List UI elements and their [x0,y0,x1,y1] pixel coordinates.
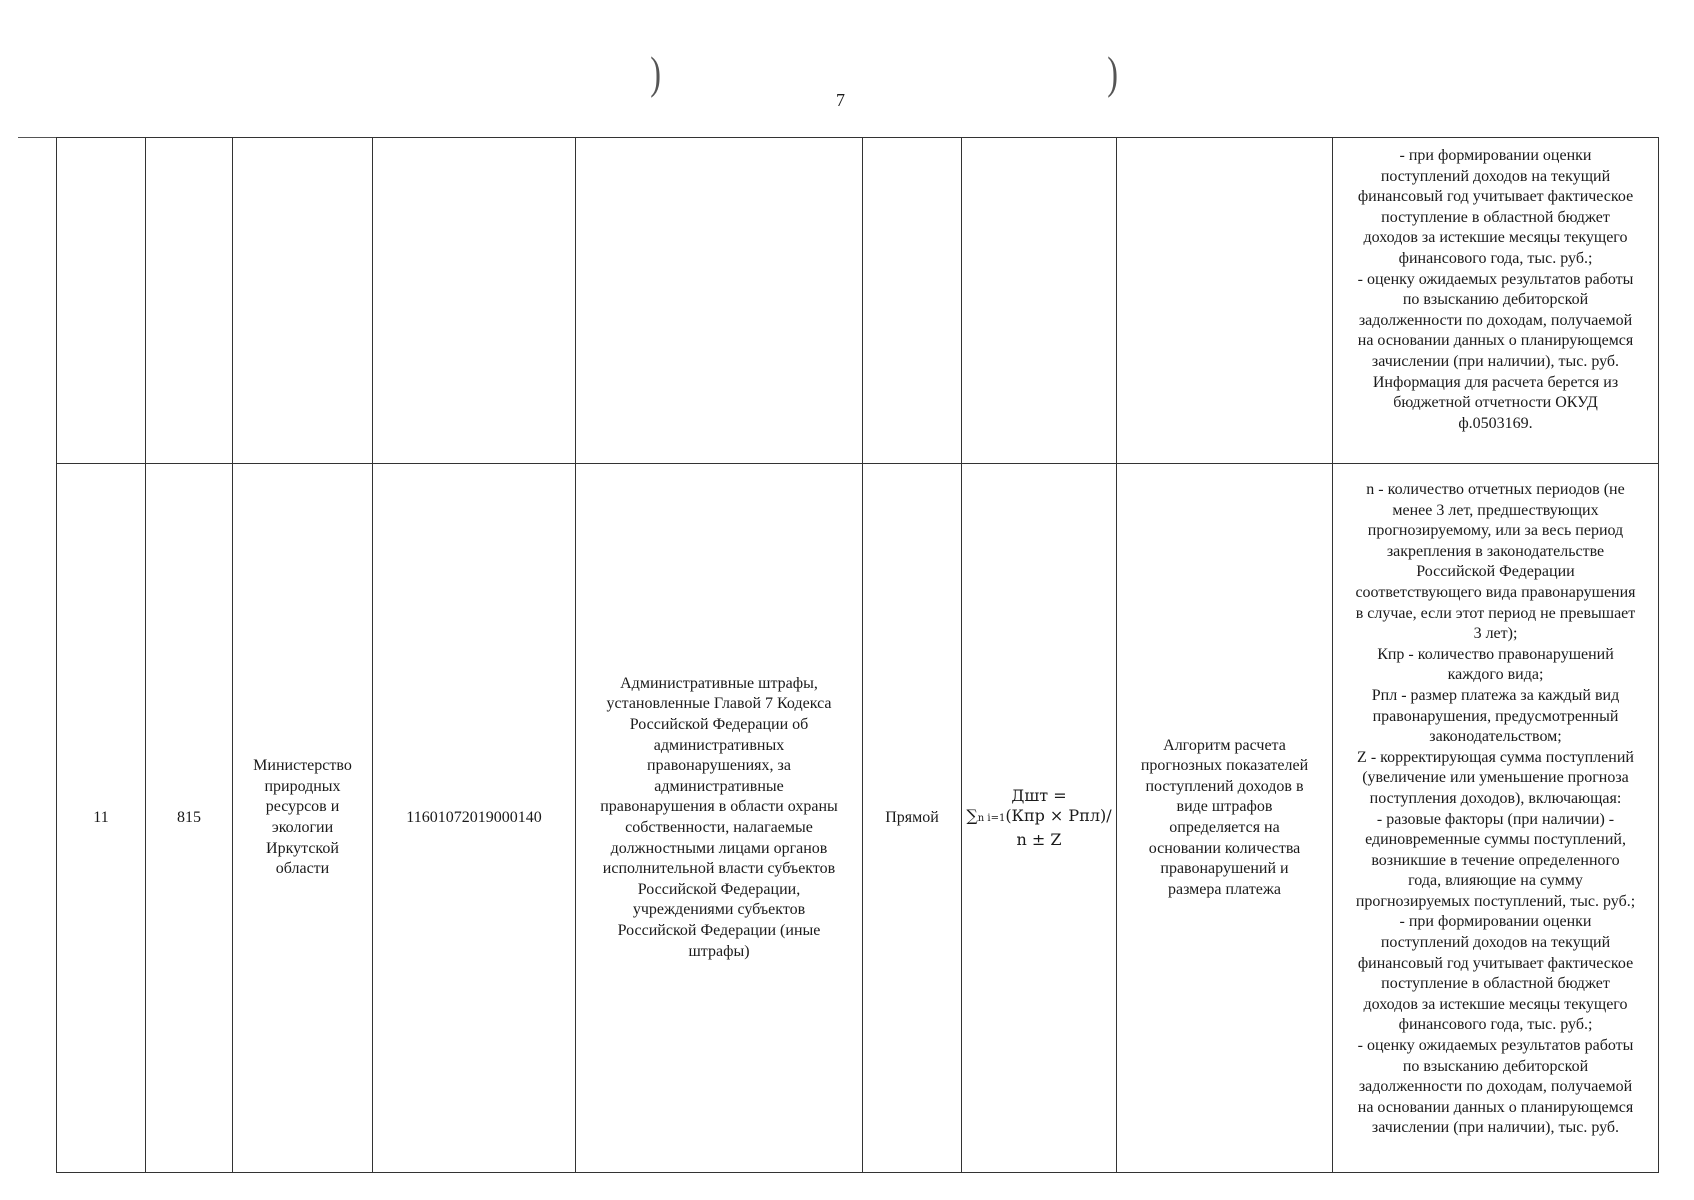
scan-bracket-mark: ) [1107,47,1119,98]
text-line: Информация для расчета берется из [1372,373,1619,391]
text-line: правонарушений и [1160,860,1289,878]
text-line: Алгоритм расчета [1163,736,1286,754]
text-line: финансовый год учитывает фактическое [1357,188,1634,206]
text-line: виде штрафов [1176,798,1273,816]
text-line: Российской Федерации, [637,880,801,898]
text-line: доходов за истекшие месяцы текущего [1363,229,1628,247]
text-line: определяется на [1169,819,1280,836]
cell-kbk: 11601072019000140 [373,464,576,1173]
text-line: Z - корректирующая сумма поступлений [1357,748,1634,766]
text-line: прогнозируемому, или за весь период [1367,522,1624,540]
text-line: собственности, налагаемые [625,819,813,836]
text-line: основании количества [1148,839,1301,857]
text-line: финансовый год учитывает фактическое [1357,954,1634,972]
cell-method-description [1333,138,1659,464]
text-line: области [275,860,330,878]
text-line: доходов за истекшие месяцы текущего [1363,995,1628,1013]
table-row-continuation [57,138,1659,464]
text-line: возникшие в течение определенного [1371,851,1620,869]
text-line: закрепления в законодательстве [1386,542,1605,560]
text-line: задолженности по доходам, получаемой [1358,1078,1633,1096]
cell-calc-method [863,138,962,464]
text-line: бюджетной отчетности ОКУД [1393,394,1598,412]
text-line: зачислении (при наличии), тыс. руб. [1371,1119,1620,1137]
sum-symbol: ∑ [966,806,978,826]
text-line: - при формировании оценки [1399,913,1592,931]
cell-formula [962,138,1117,464]
cell-income-name [576,464,863,1173]
cell-income-name [576,138,863,464]
text-line: правонарушения в области охраны [600,798,838,816]
cell-code: 815 [146,464,233,1173]
text-line: правонарушениях, за [647,757,791,775]
text-line: в случае, если этот период не превышает [1355,604,1636,622]
text-line: исполнительной власти субъектов [602,860,836,878]
text-line: ф.0503169. [1458,414,1533,432]
text-line: n - количество отчетных периодов (не [1366,481,1625,498]
text-line: природных [264,777,341,795]
table-row-11 [57,464,1659,1173]
scan-bracket-mark: ) [650,47,662,98]
text-line: финансового года, тыс. руб.; [1398,249,1593,267]
text-line: - оценку ожидаемых результатов работы [1357,270,1634,288]
cell-number: 11 [57,464,146,1173]
text-line: финансового года, тыс. руб.; [1398,1016,1593,1034]
cell-administrator [233,138,373,464]
text-line: прогнозных показателей [1140,757,1309,775]
cell-number [57,138,146,464]
text-line: менее 3 лет, предшествующих [1392,501,1599,519]
text-line: Российской Федерации [1416,563,1575,581]
text-line: по взысканию дебиторской [1402,291,1589,309]
text-line: Административные штрафы, [620,674,818,692]
text-line: Российской Федерации об [629,716,809,734]
formula-line [964,806,1114,830]
cell-administrator [233,464,373,1173]
text-line: - при формировании оценки [1399,147,1592,164]
page-number: 7 [836,90,845,110]
text-line: задолженности по доходам, получаемой [1358,311,1633,329]
text-line: каждого вида; [1447,666,1544,684]
formula-term: (Кпр × Рпл)/ [1005,806,1112,826]
text-line: поступления доходов), включающая: [1369,789,1622,807]
text-line: прогнозируемых поступлений, тыс. руб.; [1355,892,1636,910]
text-line: установленные Главой 7 Кодекса [606,695,832,713]
text-line: Российской Федерации (иные [617,921,821,939]
text-line: зачислении (при наличии), тыс. руб. [1371,352,1620,370]
text-line: единовременные суммы поступлений, [1365,831,1626,849]
text-line: 3 лет); [1473,625,1518,643]
text-line: Иркутской [266,839,339,857]
cell-method-description [1333,464,1659,1173]
text-line: поступлений доходов в [1145,777,1304,795]
cell-code [146,138,233,464]
text-line: административные [654,777,784,795]
text-line: на основании данных о планирующемся [1357,1098,1634,1116]
formula-line: n ± Z [1016,829,1062,849]
cell-calc-method: Прямой [863,464,962,1173]
text-line: ресурсов и [265,798,340,816]
text-line: правонарушения, предусмотренный [1372,707,1619,725]
text-line: поступление в областной бюджет [1381,975,1610,993]
formula-line: Дшт = [1011,785,1067,805]
text-line: Министерство [253,757,352,775]
text-line: экологии [271,819,334,836]
text-line: поступлений доходов на текущий [1380,167,1611,185]
text-line: года, влияющие на сумму [1408,872,1583,890]
text-line: Рпл - размер платежа за каждый вид [1371,686,1620,704]
text-line: по взысканию дебиторской [1402,1057,1589,1075]
text-line: должностными лицами органов [610,839,828,857]
text-line: поступлений доходов на текущий [1380,934,1611,952]
text-line: административных [653,736,785,754]
cell-algorithm [1117,138,1333,464]
cell-formula [962,464,1117,1173]
sum-limits: n i=1 [977,813,1006,825]
margin-rule [18,137,58,138]
text-line: (увеличение или уменьшение прогноза [1362,769,1629,787]
cell-algorithm [1117,464,1333,1173]
text-line: - разовые факторы (при наличии) - [1376,810,1615,828]
cell-kbk [373,138,576,464]
text-line: законодательством; [1429,728,1562,746]
income-forecast-table [56,137,1659,1173]
text-line: штрафы) [688,942,750,960]
text-line: учреждениями субъектов [632,901,806,919]
text-line: - оценку ожидаемых результатов работы [1357,1037,1634,1055]
text-line: Кпр - количество правонарушений [1377,645,1614,663]
text-line: на основании данных о планирующемся [1357,332,1634,350]
text-line: размера платежа [1167,880,1281,898]
text-line: соответствующего вида правонарушения [1355,583,1636,601]
text-line: поступление в областной бюджет [1381,208,1610,226]
